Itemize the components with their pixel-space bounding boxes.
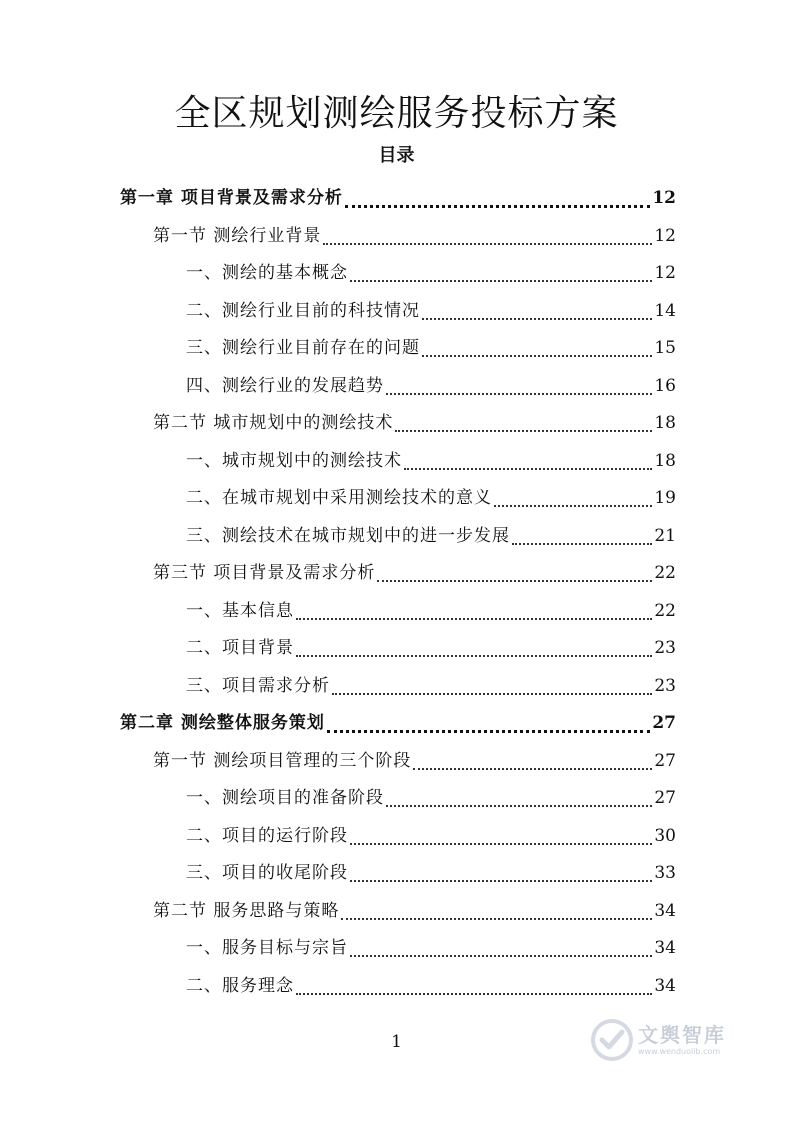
page-number: 1 [391, 1032, 402, 1052]
toc-dot-leader [386, 804, 652, 807]
toc-subsection-entry[interactable] [120, 630, 676, 668]
toc-entry-title: 一、服务目标与宗旨 [186, 938, 348, 958]
toc-subsection-entry[interactable] [120, 780, 676, 818]
toc-entry-title: 一、测绘的基本概念 [186, 263, 348, 283]
toc-page-number: 27 [654, 750, 676, 771]
toc-dot-leader [494, 504, 652, 507]
toc-section-entry[interactable] [120, 893, 676, 931]
toc-page-number: 27 [652, 713, 676, 733]
toc-chapter-entry[interactable] [120, 705, 676, 743]
toc-dot-leader [345, 204, 650, 208]
toc-page-number: 21 [654, 525, 676, 546]
toc-page-number: 30 [654, 825, 676, 846]
toc-dot-leader [386, 392, 652, 395]
toc-entry-title: 第三节 项目背景及需求分析 [153, 563, 376, 583]
toc-subsection-entry[interactable] [120, 968, 676, 1006]
toc-dot-leader [350, 954, 652, 957]
toc-subsection-entry[interactable] [120, 855, 676, 893]
toc-dot-leader [296, 654, 652, 657]
toc-page-number: 18 [654, 413, 676, 433]
toc-dot-leader [350, 842, 652, 845]
toc-dot-leader [296, 617, 652, 620]
toc-page-number: 34 [654, 975, 676, 996]
toc-entry-title: 一、基本信息 [186, 600, 294, 621]
toc-dot-leader [323, 242, 652, 245]
brand-logo-icon [590, 1018, 634, 1062]
toc-dot-leader [327, 729, 650, 733]
toc-entry-title: 三、项目需求分析 [186, 675, 330, 696]
watermark-url: www.wenduolib.com [638, 1047, 721, 1056]
toc-entry-title: 二、测绘行业目前的科技情况 [186, 300, 420, 321]
toc-entry-title: 第二节 城市规划中的测绘技术 [153, 413, 394, 433]
toc-page-number: 22 [654, 563, 676, 583]
toc-entry-title: 二、项目的运行阶段 [186, 825, 348, 846]
toc-page-number: 14 [654, 300, 676, 321]
toc-subsection-entry[interactable] [120, 593, 676, 631]
toc-heading: 目录 [378, 145, 415, 166]
table-of-contents [120, 180, 676, 1005]
toc-subsection-entry[interactable] [120, 518, 676, 556]
toc-page-number: 12 [652, 188, 676, 208]
toc-section-entry[interactable] [120, 555, 676, 593]
toc-dot-leader [332, 692, 652, 695]
toc-entry-title: 二、服务理念 [186, 975, 294, 996]
toc-dot-leader [350, 879, 652, 882]
toc-page-number: 23 [654, 638, 676, 658]
toc-page-number: 19 [654, 488, 676, 508]
toc-entry-title: 一、测绘项目的准备阶段 [186, 788, 384, 808]
toc-page-number: 12 [654, 263, 676, 283]
toc-section-entry[interactable] [120, 405, 676, 443]
toc-subsection-entry[interactable] [120, 818, 676, 856]
toc-page-number: 33 [654, 863, 676, 883]
toc-entry-title: 三、测绘行业目前存在的问题 [186, 338, 420, 358]
watermark [590, 1018, 726, 1062]
toc-subsection-entry[interactable] [120, 255, 676, 293]
toc-dot-leader [413, 767, 652, 770]
toc-entry-title: 第二章 测绘整体服务策划 [120, 713, 325, 733]
document-title: 全区规划测绘服务投标方案 [174, 93, 619, 134]
toc-entry-title: 三、项目的收尾阶段 [186, 863, 348, 883]
toc-dot-leader [350, 279, 652, 282]
toc-dot-leader [512, 542, 652, 545]
toc-dot-leader [422, 354, 652, 357]
toc-page-number: 16 [654, 375, 676, 396]
toc-page-number: 22 [654, 600, 676, 621]
toc-subsection-entry[interactable] [120, 443, 676, 481]
toc-page-number: 12 [654, 225, 676, 246]
toc-subsection-entry[interactable] [120, 293, 676, 331]
toc-page-number: 27 [654, 788, 676, 808]
toc-section-entry[interactable] [120, 743, 676, 781]
toc-dot-leader [296, 992, 652, 995]
toc-dot-leader [395, 429, 652, 432]
toc-page-number: 18 [654, 450, 676, 471]
toc-entry-title: 二、项目背景 [186, 638, 294, 658]
toc-page-number: 34 [654, 900, 676, 921]
toc-page-number: 34 [654, 938, 676, 958]
toc-section-entry[interactable] [120, 218, 676, 256]
toc-page-number: 23 [654, 675, 676, 696]
toc-subsection-entry[interactable] [120, 368, 676, 406]
toc-dot-leader [341, 917, 652, 920]
toc-subsection-entry[interactable] [120, 480, 676, 518]
toc-dot-leader [377, 579, 652, 582]
toc-entry-title: 四、测绘行业的发展趋势 [186, 375, 384, 396]
toc-entry-title: 一、城市规划中的测绘技术 [186, 450, 402, 471]
toc-subsection-entry[interactable] [120, 330, 676, 368]
toc-dot-leader [404, 467, 652, 470]
toc-page-number: 15 [654, 338, 676, 358]
toc-dot-leader [422, 317, 652, 320]
toc-entry-title: 三、测绘技术在城市规划中的进一步发展 [186, 525, 510, 546]
toc-subsection-entry[interactable] [120, 668, 676, 706]
watermark-brand: 文舆智库 [638, 1023, 726, 1047]
toc-entry-title: 二、在城市规划中采用测绘技术的意义 [186, 488, 492, 508]
toc-subsection-entry[interactable] [120, 930, 676, 968]
toc-entry-title: 第一节 测绘行业背景 [153, 225, 322, 246]
toc-chapter-entry[interactable] [120, 180, 676, 218]
toc-entry-title: 第一章 项目背景及需求分析 [120, 188, 343, 208]
toc-entry-title: 第一节 测绘项目管理的三个阶段 [153, 750, 412, 771]
toc-entry-title: 第二节 服务思路与策略 [153, 900, 340, 921]
